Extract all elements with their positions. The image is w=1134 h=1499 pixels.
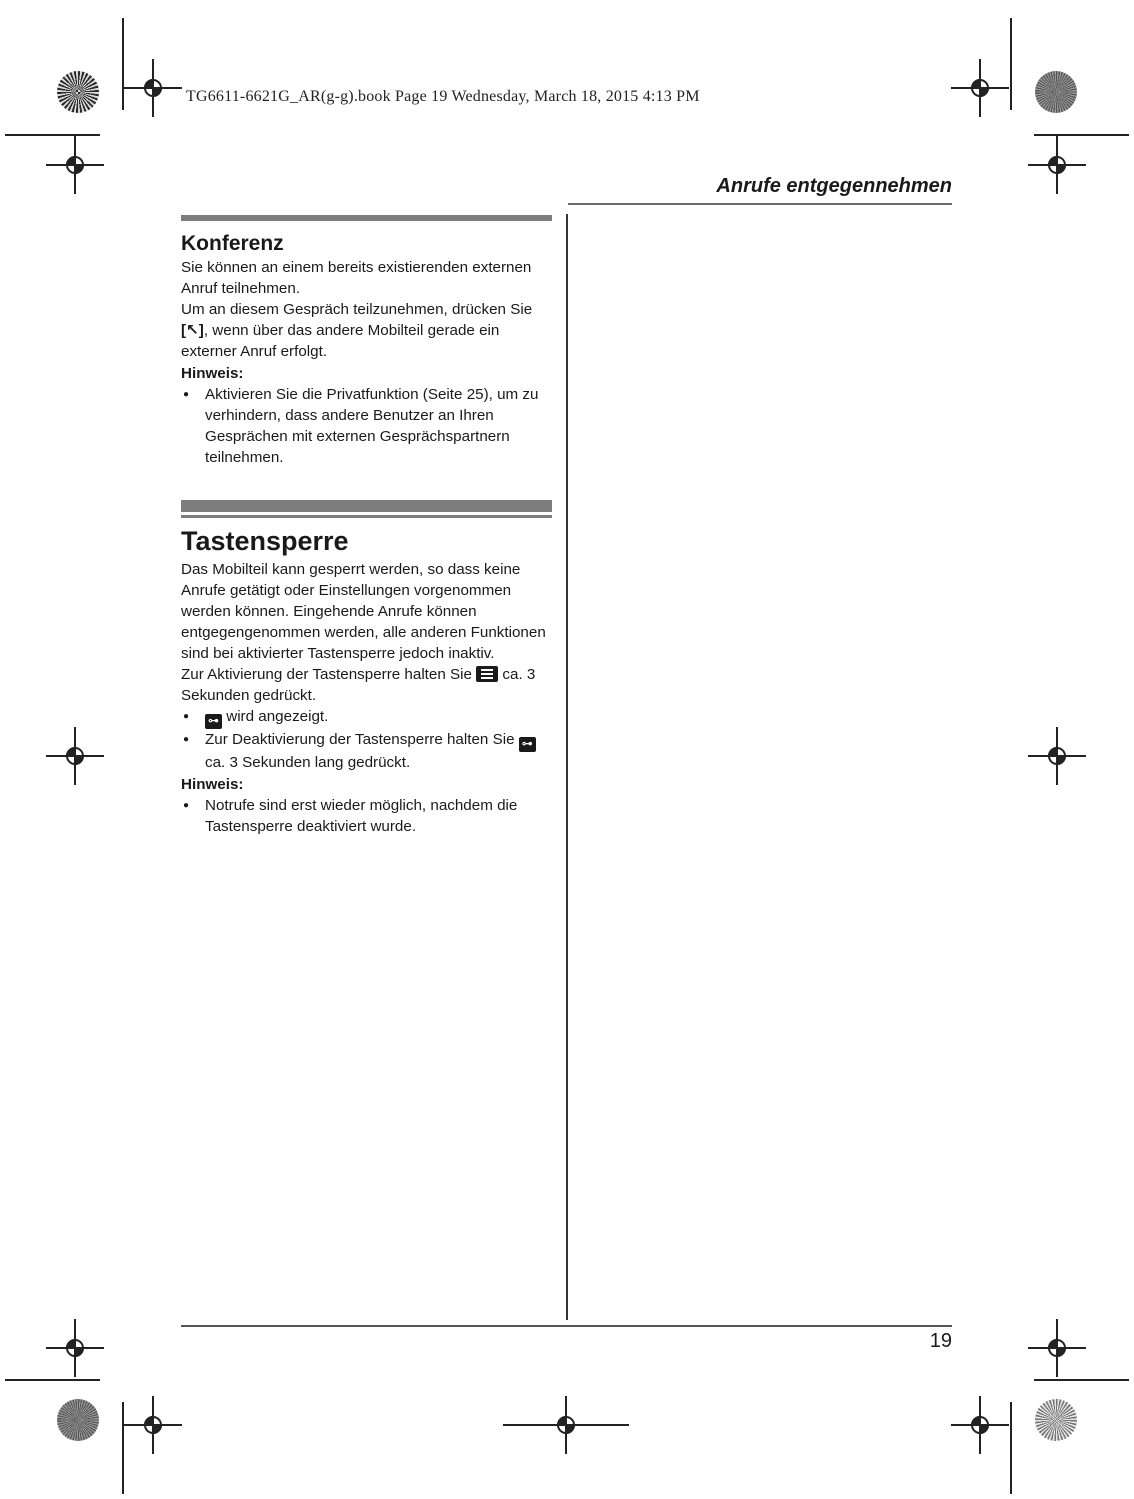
talk-key-icon: [↖] — [181, 322, 204, 339]
note-label: Hinweis: — [181, 365, 244, 382]
column-divider — [566, 214, 568, 1320]
registration-mark-icon — [553, 1412, 579, 1438]
list-item: ● Aktivieren Sie die Privatfunktion (Seite 25), um zu verhindern, dass andere Benutzer an Ihren Gesprächen mit externen Gesprächspartnern teilnehmen. — [181, 384, 553, 468]
text: wird angezeigt. — [222, 708, 329, 725]
text: ca. 3 Sekunden gedrückt. — [181, 666, 536, 704]
list-item — [181, 729, 553, 773]
section-title: Konferenz — [181, 232, 284, 255]
section-bar — [181, 215, 552, 221]
registration-mark-icon — [967, 1412, 993, 1438]
page-number: 19 — [929, 1330, 952, 1352]
color-star-icon — [57, 1399, 99, 1441]
registration-mark-icon — [1044, 1335, 1070, 1361]
text: Zur Deaktivierung der Tastensperre halten Sie — [205, 731, 519, 748]
list-item — [181, 706, 553, 729]
paragraph — [181, 664, 553, 706]
section-title: Tastensperre — [181, 526, 349, 556]
running-head: Anrufe entgegennehmen — [716, 175, 952, 197]
paragraph — [181, 299, 553, 362]
text: ca. 3 Sekunden lang gedrückt. — [205, 754, 411, 771]
footer-rule — [181, 1325, 952, 1327]
section-tastensperre — [181, 500, 553, 837]
note-list — [181, 384, 553, 468]
registration-mark-icon — [967, 75, 993, 101]
paragraph: Sie können an einem bereits existierenden externen Anruf teilnehmen. — [181, 259, 532, 297]
registration-mark-icon — [140, 1412, 166, 1438]
note-list — [181, 795, 553, 837]
color-star-icon — [1035, 71, 1077, 113]
registration-mark-icon — [62, 152, 88, 178]
print-slug: TG6611-6621G_AR(g-g).book Page 19 Wednesday, March 18, 2015 4:13 PM — [186, 88, 700, 105]
text: Zur Aktivierung der Tastensperre halten Sie — [181, 666, 477, 683]
registration-mark-icon — [62, 1335, 88, 1361]
list-item: ● Notrufe sind erst wieder möglich, nachdem die Tastensperre deaktiviert wurde. — [181, 795, 553, 837]
registration-mark-icon — [1044, 743, 1070, 769]
registration-mark-icon — [1044, 152, 1070, 178]
color-star-icon — [57, 71, 99, 113]
text: Um an diesem Gespräch teilzunehmen, drücken Sie — [181, 301, 533, 318]
lock-key-icon: ⊶ — [205, 714, 222, 729]
color-star-icon — [1035, 1399, 1077, 1441]
lock-key-icon: ⊶ — [519, 737, 536, 752]
registration-mark-icon — [62, 743, 88, 769]
note-label: Hinweis: — [181, 776, 244, 793]
header-rule — [568, 203, 952, 205]
section-bar — [181, 500, 552, 515]
text: , wenn über das andere Mobilteil gerade ein externer Anruf erfolgt. — [181, 322, 500, 360]
registration-mark-icon — [140, 75, 166, 101]
paragraph: Das Mobilteil kann gesperrt werden, so dass keine Anrufe getätigt oder Einstellungen vorgenommen werden können. Eingehende Anrufe können entgegengenommen werden, alle anderen Funktionen sind bei aktivierter Tastensperre jedoch inaktiv. — [181, 561, 546, 662]
menu-key-icon — [476, 666, 498, 682]
section-konferenz — [181, 215, 553, 468]
bullet-list — [181, 706, 553, 773]
